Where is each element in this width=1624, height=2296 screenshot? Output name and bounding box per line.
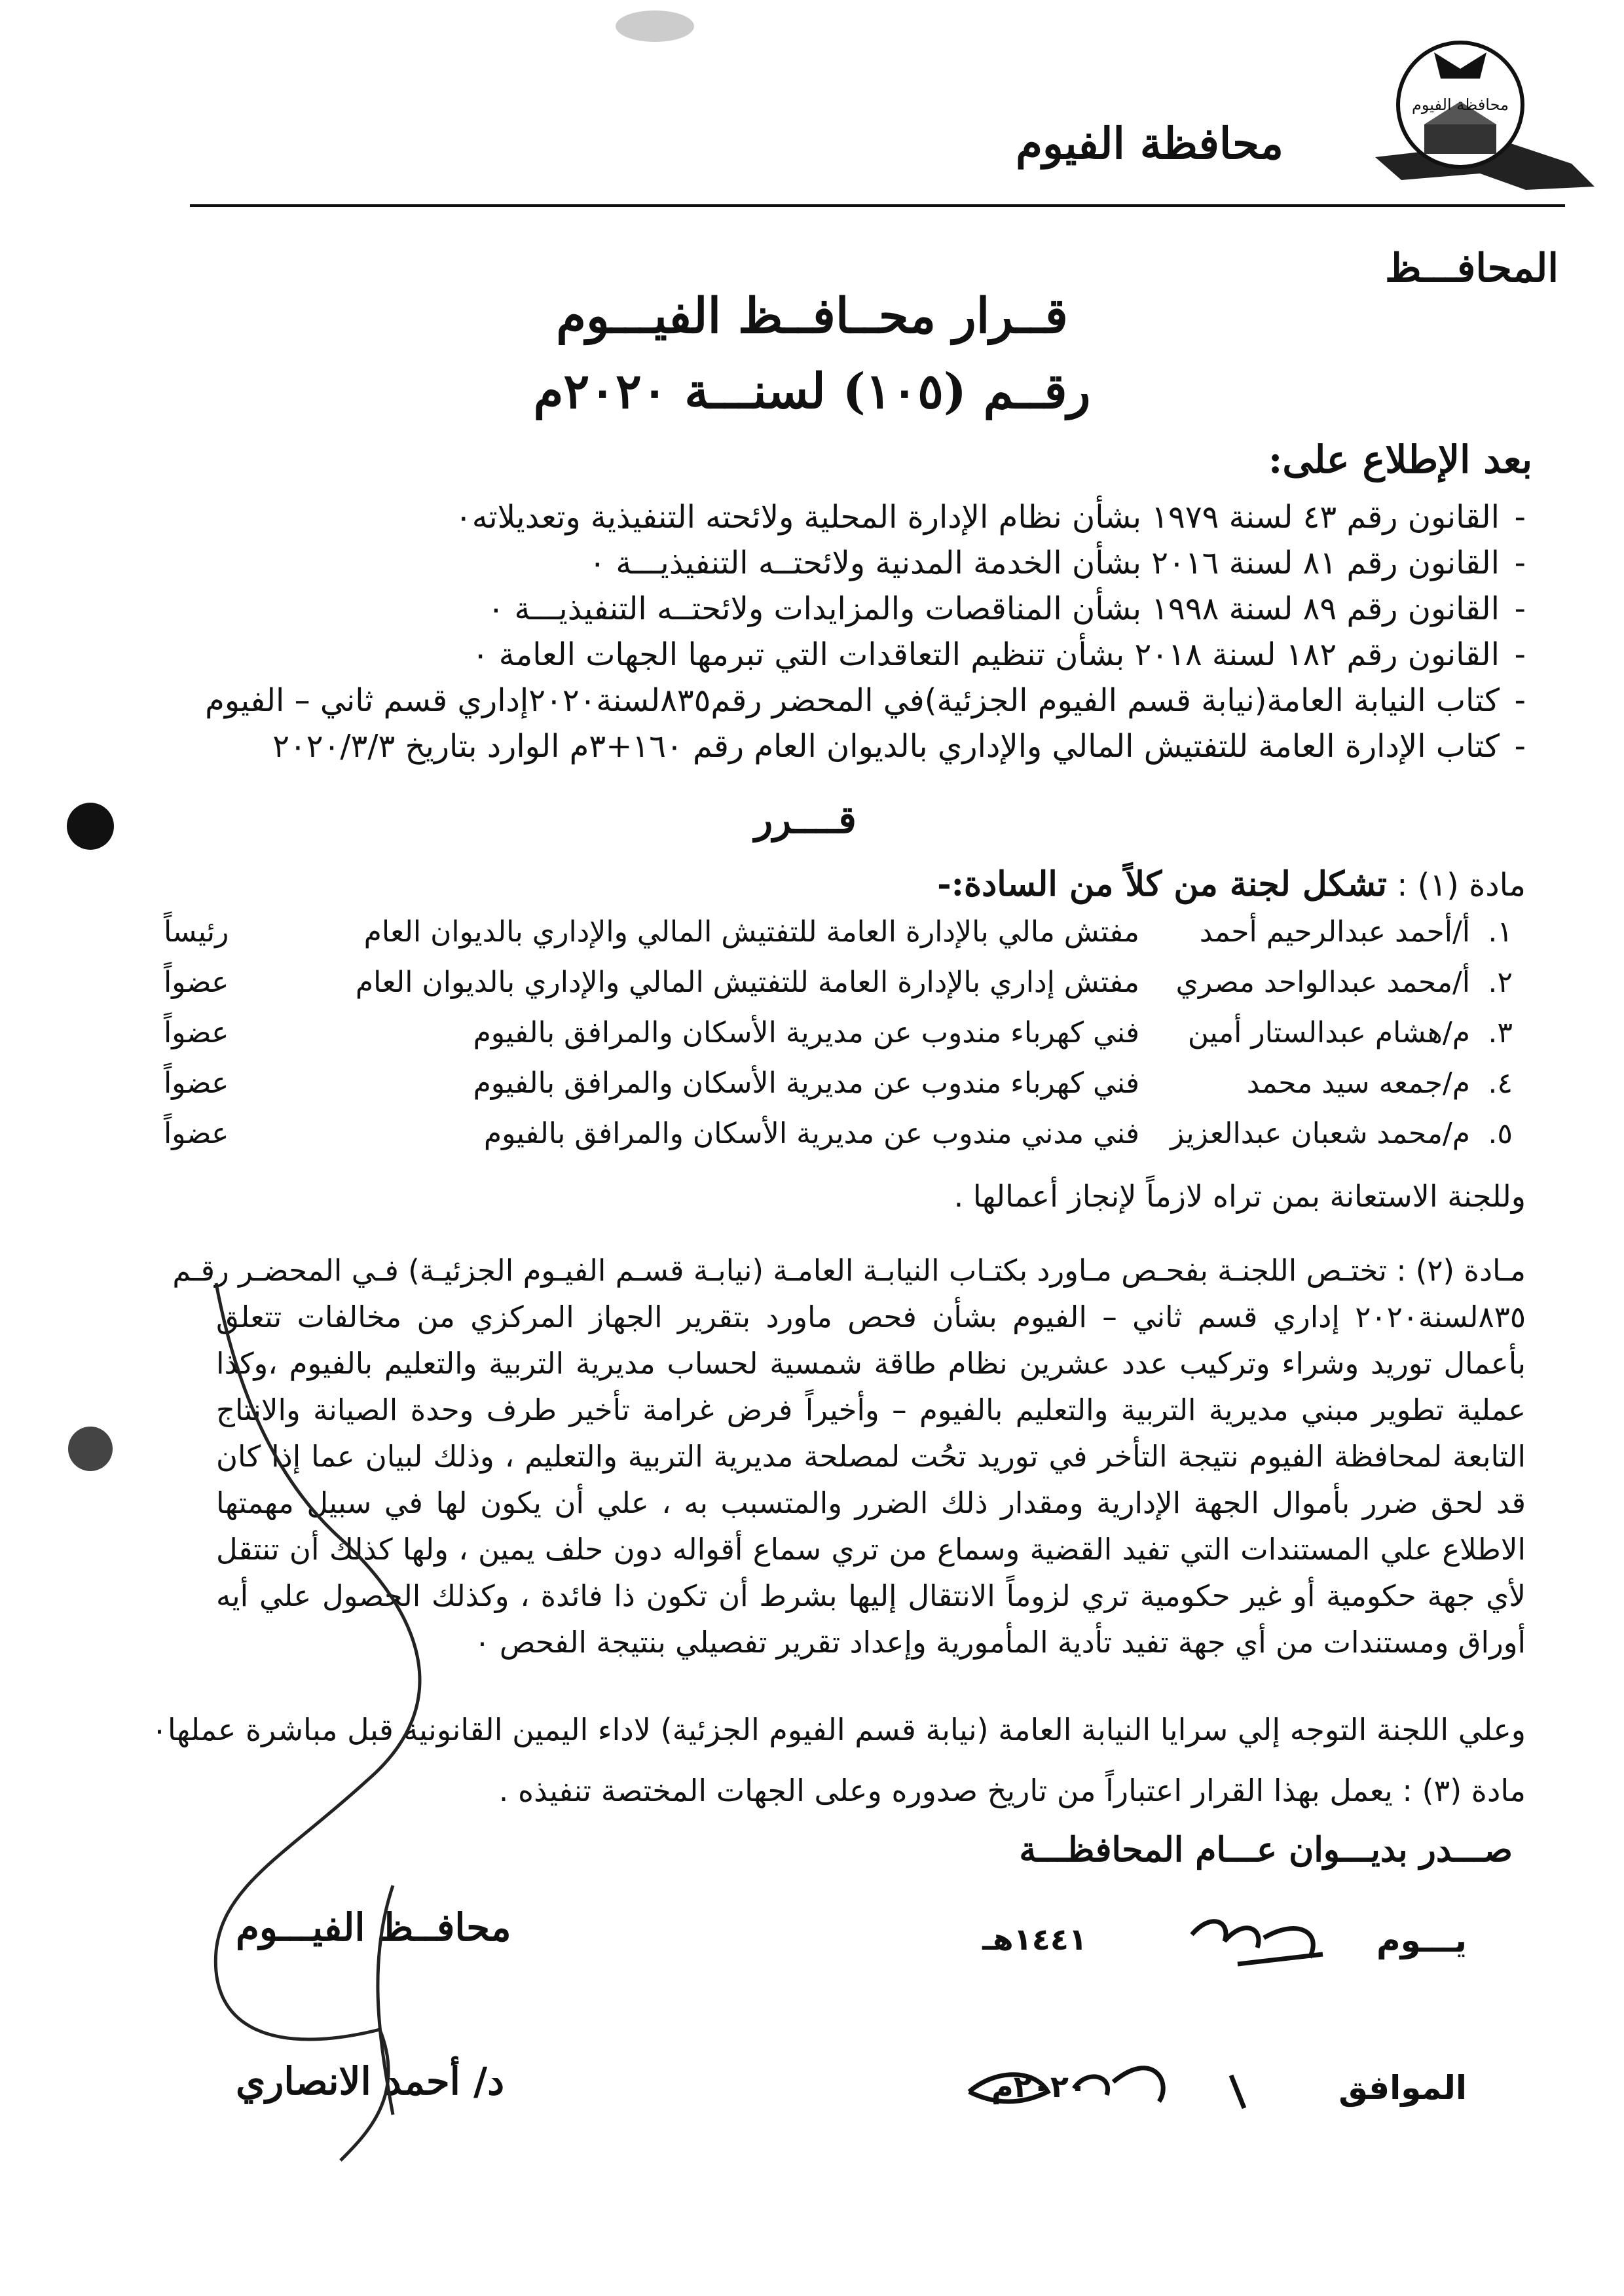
article2-oath: وعلي اللجنة التوجه إلي سرايا النيابة العامة (نيابة قسم الفيوم الجزئية) لاداء اليمين القانونية قبل مباشرة عملها٠: [151, 1712, 1526, 1747]
member-role: عضواً: [164, 1016, 229, 1049]
member-job: فني كهرباء مندوب عن مديرية الأسكان والمرافق بالفيوم: [473, 1016, 1139, 1049]
committee-member-row: [0, 966, 1624, 1011]
article2-first-line: [65, 1247, 1526, 1294]
decision-number: رقــم (١٠٥) لسنـــة ٢٠٢٠م: [533, 363, 1091, 420]
scan-smudge: [616, 10, 694, 42]
handwritten-day: [1192, 1922, 1323, 1964]
decided-heading: قــــرر: [754, 797, 857, 842]
committee-member-row: [0, 1066, 1624, 1112]
member-name: م/جمعه سيد محمد: [1246, 1066, 1470, 1100]
preamble-item: -القانون رقم ١٨٢ لسنة ٢٠١٨ بشأن تنظيم التعاقدات التي تبرمها الجهات العامة ٠: [471, 636, 1526, 673]
punch-hole-mark: [68, 1427, 113, 1471]
member-job: فني مدني مندوب عن مديرية الأسكان والمرافق بالفيوم: [483, 1117, 1139, 1150]
member-name: م/محمد شعبان عبدالعزيز: [1170, 1117, 1470, 1150]
article3: مادة (٣) : يعمل بهذا القرار اعتباراً من تاريخ صدوره وعلى الجهات المختصة تنفيذه .: [498, 1773, 1526, 1808]
member-number: ٢.: [1488, 966, 1513, 999]
member-number: ٥.: [1488, 1117, 1513, 1150]
member-job: فني كهرباء مندوب عن مديرية الأسكان والمرافق بالفيوم: [473, 1066, 1139, 1100]
preamble-item: -كتاب الإدارة العامة للتفتيش المالي والإداري بالديوان العام رقم ١٦٠+٣م الوارد بتاريخ ٢٠٢٠/٣/٣: [272, 728, 1526, 765]
hijri-year: ١٤٤١هـ: [982, 1922, 1087, 1957]
member-job: مفتش إداري بالإدارة العامة للتفتيش المالي والإداري بالديوان العام: [355, 966, 1139, 999]
preamble-list: [52, 494, 1526, 769]
member-job: مفتش مالي بالإدارة العامة للتفتيش المالي والإداري بالديوان العام: [363, 915, 1139, 949]
governorate-logo: [1362, 33, 1598, 196]
article1-heading: [937, 864, 1526, 904]
committee-member-row: [0, 1016, 1624, 1062]
committee-member-row: [0, 1117, 1624, 1163]
member-role: عضواً: [164, 1066, 229, 1100]
preamble-item: -القانون رقم ٤٣ لسنة ١٩٧٩ بشأن نظام الإدارة المحلية ولائحته التنفيذية وتعديلاته٠: [454, 499, 1526, 536]
logo-text: محافظة الفيوم: [1412, 96, 1509, 114]
decision-title: قــرار محــافــظ الفيـــوم: [556, 288, 1068, 344]
article2-label: مـادة (٢) :: [1396, 1253, 1526, 1288]
committee-member-row: [0, 915, 1624, 961]
preamble-item: -كتاب النيابة العامة(نيابة قسم الفيوم الجزئية)في المحضر رقم٨٣٥لسنة٢٠٢٠إداري قسم ثاني – الفيوم: [205, 682, 1526, 719]
committee-note: وللجنة الاستعانة بمن تراه لازماً لإنجاز أعمالها .: [953, 1178, 1526, 1214]
member-number: ١.: [1488, 915, 1513, 949]
preamble-item: -القانون رقم ٨٩ لسنة ١٩٩٨ بشأن المناقصات والمزايدات ولائحتــه التنفيذيـــة ٠: [487, 591, 1526, 627]
preamble-heading: بعد الإطلاع على:: [1268, 437, 1532, 482]
member-name: م/هشام عبدالستار أمين: [1187, 1016, 1470, 1049]
gregorian-year: ٢٠٢٠م: [991, 2069, 1087, 2104]
office-title: المحافـــظ: [1384, 246, 1559, 291]
preamble-item: -القانون رقم ٨١ لسنة ٢٠١٦ بشأن الخدمة المدنية ولائحتــه التنفيذيـــة ٠: [589, 545, 1526, 581]
governorate-name: محافظة الفيوم: [1016, 118, 1283, 169]
article1-title: تشكل لجنة من كلاً من السادة:-: [937, 864, 1387, 904]
member-number: ٣.: [1488, 1016, 1513, 1049]
article1-label: مادة (١) :: [1397, 867, 1526, 903]
header-divider: [190, 204, 1565, 207]
signer-name: د/ أحمد الانصاري: [236, 2059, 505, 2104]
day-label: يـــوم: [1376, 1922, 1467, 1959]
article2-body: ٨٣٥لسنة٢٠٢٠ إداري قسم ثاني – الفيوم بشأن فحص ماورد بتقرير الجهاز المركزي من مخالفات تتعلق بأعمال توريد وشراء وتركيب عدد عشرين نظام طاقة شمسية لحساب مديرية التربية والتعليم بالفيوم ،وكذا عملية تطوير مبني مديرية التربية والتعليم بالفيوم – وأخيراً فرض غرامة تأخير طرف وحدة الصيانة والانتاج التابعة لمحافظة الفيوم نتيجة التأخر في توريد تحُت لمصلحة مديرية التربية والتعليم ، وذلك لبيان عما إذا كان قد لحق ضرر بأموال الجهة الإدارية ومقدار ذلك الضرر والمتسبب به ، علي أن يكون لها في سبيل مهمتها الاطلاع علي المستندات التي تفيد القضية وسماع من تري سماع أقواله دون حلف يمين ، ولها كذلك أن تنتقل لأي جهة حكومية أو غير حكومية تري لزوماً الانتقال إليها بشرط أن تكون ذا فائدة ، وكذلك الحصول علي أيه أوراق ومستندات من أي جهة تفيد تأدية المأمورية وإعداد تقرير تفصيلي بنتيجة الفحص ٠: [216, 1300, 1526, 1660]
member-name: أ/محمد عبدالواحد مصري: [1175, 966, 1470, 999]
issued-statement: صـــدر بديـــوان عـــام المحافظـــة: [1019, 1830, 1513, 1870]
member-role: عضواً: [164, 966, 229, 999]
signer-title: محافــظ الفيـــوم: [236, 1905, 511, 1950]
member-number: ٤.: [1488, 1066, 1513, 1100]
article2-intro: تختـص اللجنـة بفحـص مـاورد بكتـاب النيابـة العامـة (نيابـة قسـم الفيـوم الجزئيـة) فـي المحضـر رقـم: [172, 1253, 1387, 1288]
member-name: أ/أحمد عبدالرحيم أحمد: [1199, 915, 1470, 949]
member-role: عضواً: [164, 1117, 229, 1150]
member-role: رئيساً: [164, 915, 229, 949]
gregorian-label: الموافق: [1338, 2069, 1467, 2107]
